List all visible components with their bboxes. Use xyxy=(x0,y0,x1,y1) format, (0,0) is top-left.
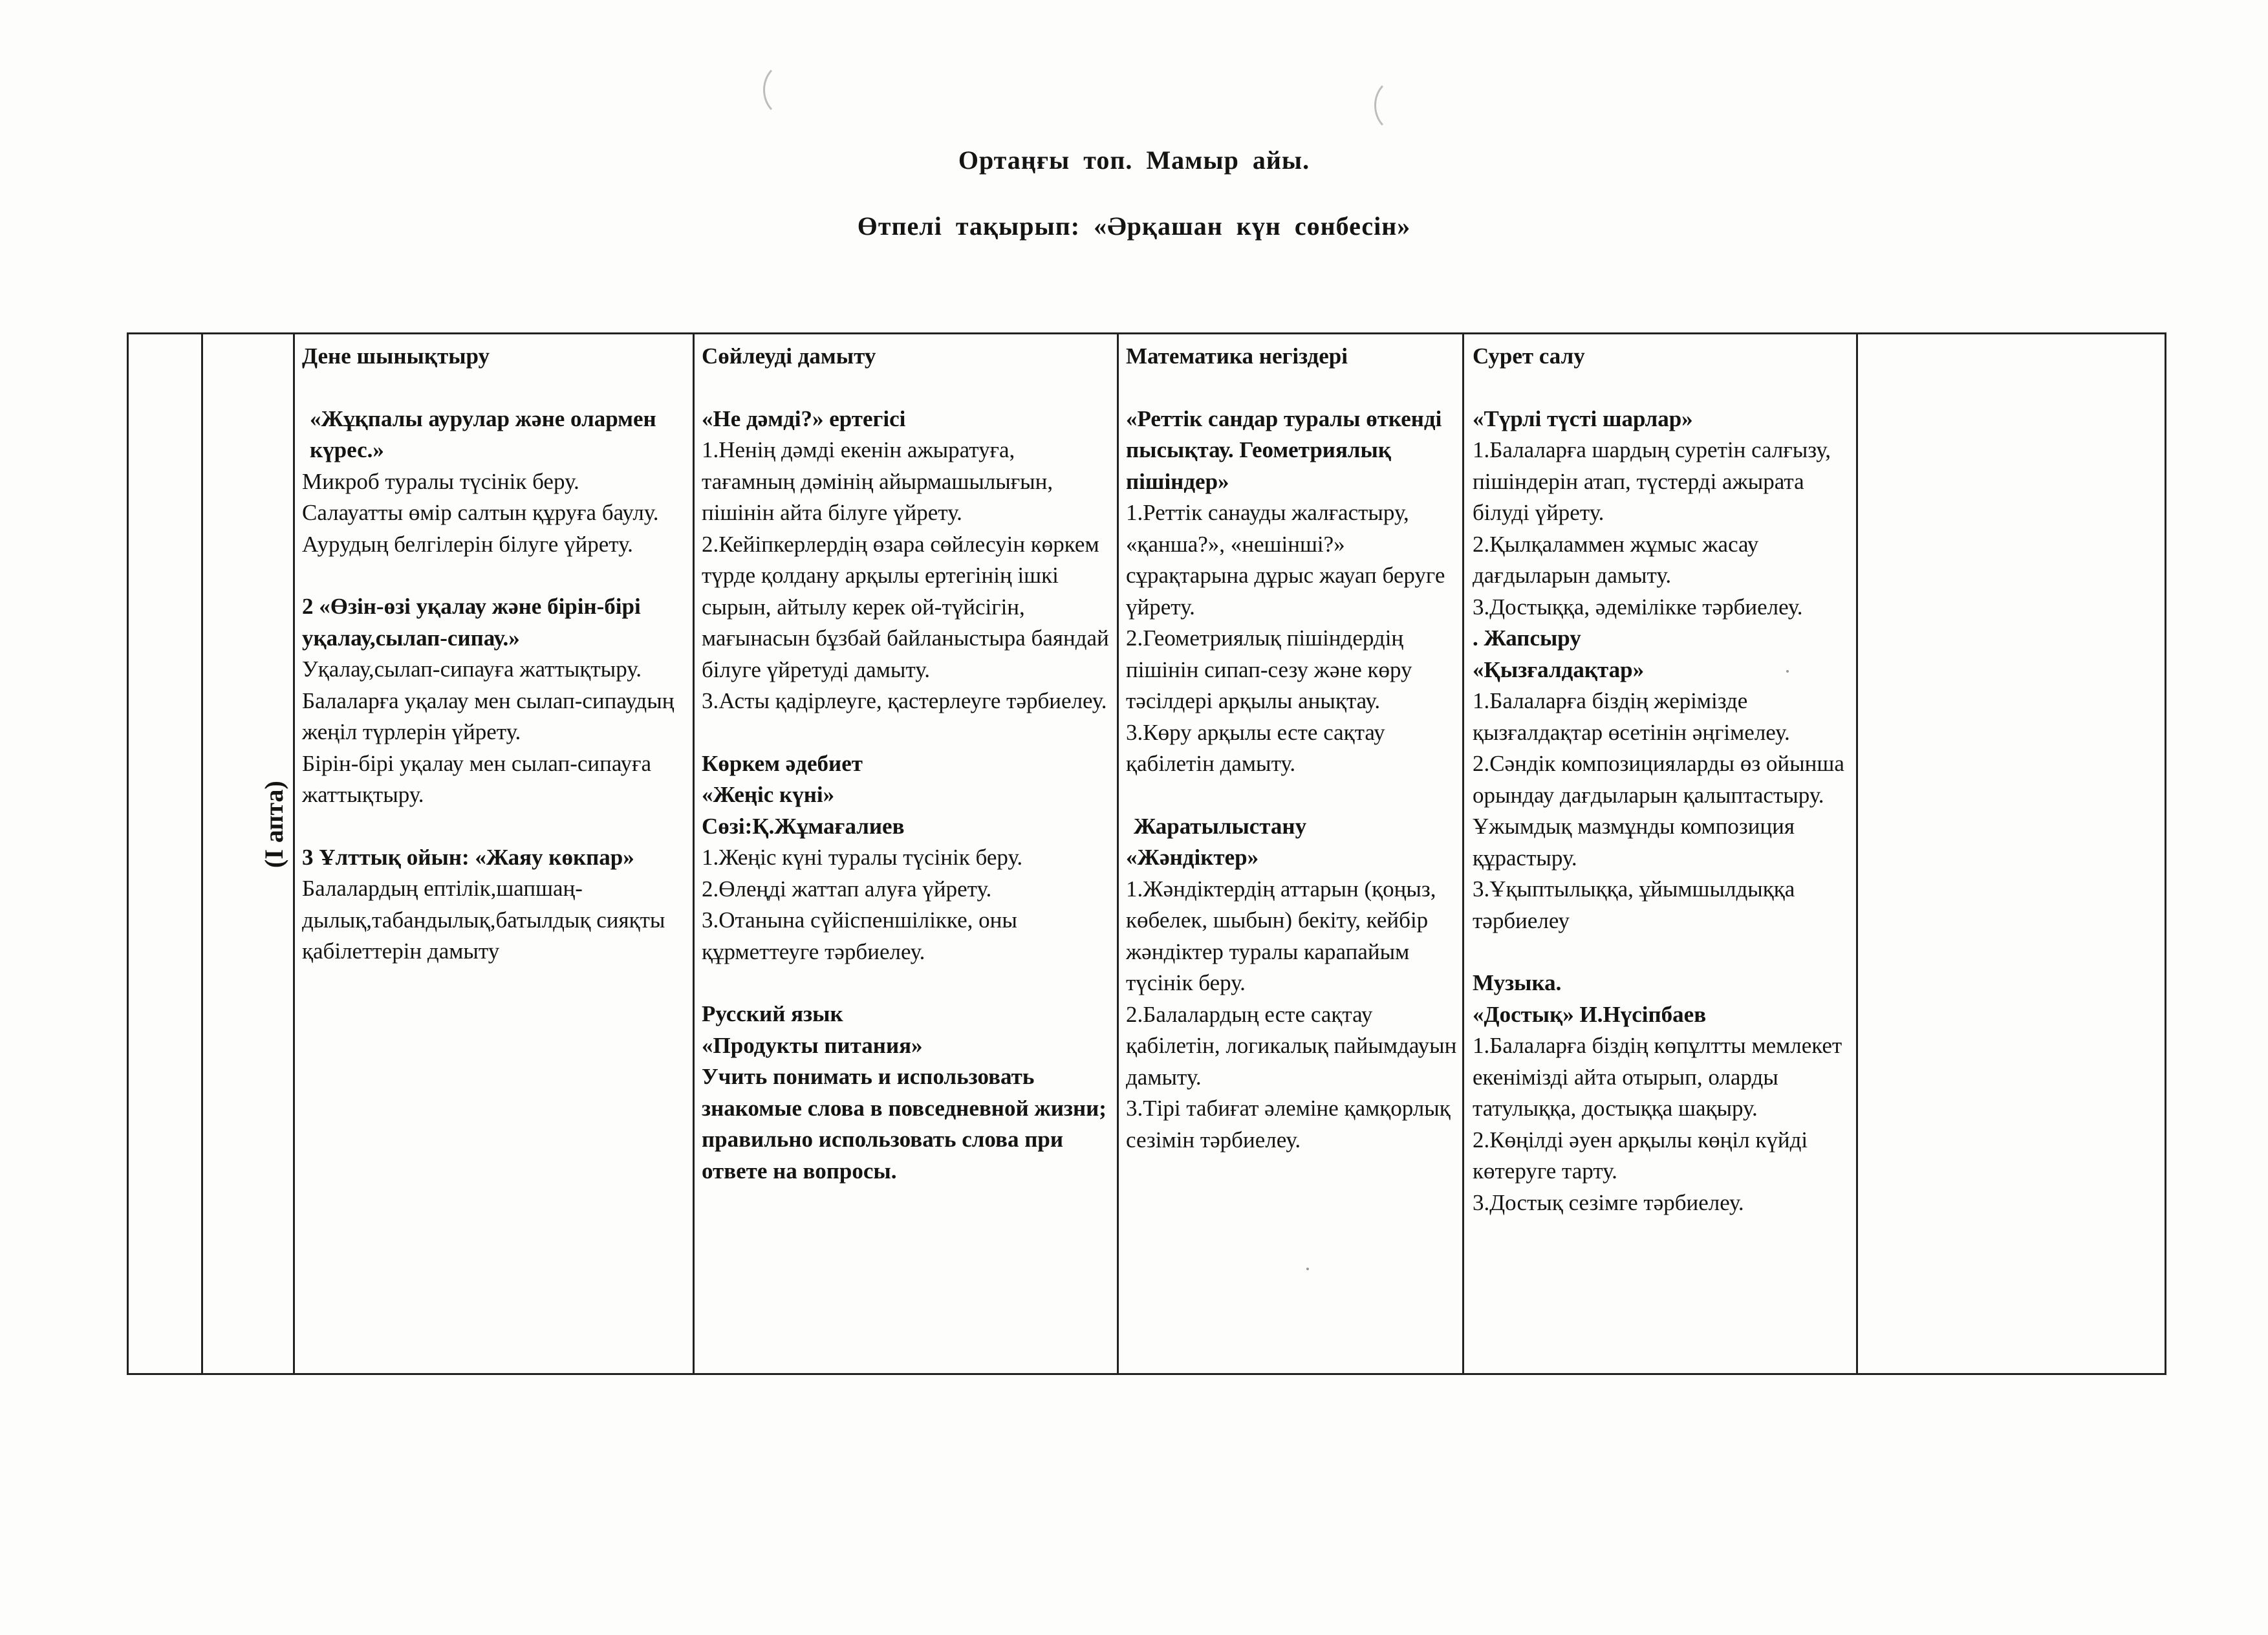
text-line: 2.Өлеңді жаттап алуға үйрету. xyxy=(702,876,992,902)
col-divider xyxy=(693,334,695,1373)
cell-speech xyxy=(702,341,1113,1187)
week-label: (I апта) xyxy=(259,781,288,868)
topic-title: «Түрлі түсті шарлар» xyxy=(1473,406,1693,431)
text-block: Учить понимать и использовать знакомые слова в повседневной жизни; правильно использовать слова при ответе на вопросы. xyxy=(702,1064,1107,1184)
text-line: 3.Тірі табиғат әлеміне қамқорлық сезімін тәрбиелеу. xyxy=(1126,1096,1451,1153)
col-divider xyxy=(201,334,203,1373)
page-subtitle: Өтпелі тақырып: «Әрқашан күн сөнбесін» xyxy=(857,211,1411,241)
text-line: 1.Реттік санауды жалғастыру, «қанша?», «нешінші?» сұрақтарына дұрыс жауап беруге үйрету. xyxy=(1126,500,1445,620)
text-line: Салауатты өмір салтын құруға баулу. xyxy=(302,500,659,525)
text-line: Микроб туралы түсінік беру. xyxy=(302,468,579,494)
topic-title: «Жеңіс күні» xyxy=(702,782,835,807)
subject-title: Сурет салу xyxy=(1473,343,1585,369)
text-line: 3.Отанына сүйіспеншілікке, оны құрметтеуге тәрбиелеу. xyxy=(702,907,1017,964)
author-line: Сөзі:Қ.Жұмағалиев xyxy=(702,813,905,839)
text-line: 2.Кейіпкерлердің өзара сөйлесуін көркем түрде қолдану арқылы ертегінің ішкі сырын, айтылу керек ой-түйсігін, мағынасын бұзбай байланыстыра баяндай білуге үйретуді дамыту. xyxy=(702,531,1109,682)
topic-title: «Қызғалдақтар» xyxy=(1473,656,1645,682)
scan-speck xyxy=(1786,670,1789,673)
subject-title: Музыка. xyxy=(1473,970,1562,995)
subject-title: Дене шынықтыру xyxy=(302,343,490,369)
topic-title: «Достық» И.Нүсіпбаев xyxy=(1473,1001,1707,1027)
text-line: Уқалау,сылап-сипауға жаттықтыру. xyxy=(302,656,642,682)
text-line: 1.Жеңіс күні туралы түсінік беру. xyxy=(702,845,1023,870)
subject-title: Жаратылыстану xyxy=(1134,813,1307,839)
text-line: 3.Көру арқылы есте сақтау қабілетін дамыту. xyxy=(1126,719,1385,776)
col-divider xyxy=(1117,334,1119,1373)
col-divider xyxy=(1462,334,1464,1373)
text-line: Бірін-бірі уқалау мен сылап-сипауға жаттықтыру. xyxy=(302,750,652,807)
topic-title: «Не дәмді?» ертегісі xyxy=(702,406,906,431)
text-line: 2.Балалардың есте сақтау қабілетін, логикалық пайымдауын дамыту. xyxy=(1126,1001,1457,1090)
subject-title: Көркем әдебиет xyxy=(702,750,863,776)
topic-title: «Жәндіктер» xyxy=(1126,845,1259,870)
text-line: 3.Ұқыптылыққа, ұйымшылдыққа тәрбиелеу xyxy=(1473,876,1795,933)
topic-title: 2 «Өзін-өзі уқалау және бірін-бірі уқалау,сылап-сипау.» xyxy=(302,594,641,651)
text-line: Балалардың ептілік,шапшаң-дылық,табандылық,батылдық сияқты қабілеттерін дамыту xyxy=(302,876,665,964)
subject-title: . Жапсыру xyxy=(1473,625,1581,651)
topic-title: «Реттік сандар туралы өткенді пысықтау. Геометриялық пішіндер» xyxy=(1126,406,1442,494)
cell-art xyxy=(1473,341,1854,1218)
page-title: Ортаңғы топ. Мамыр айы. xyxy=(958,146,1310,175)
cell-phys xyxy=(302,341,687,968)
col-divider xyxy=(293,334,295,1373)
text-line: 3.Достыққа, әдемілікке тәрбиелеу. xyxy=(1473,594,1803,620)
scan-mark-right xyxy=(1374,78,1423,133)
text-line: 1.Балаларға біздің көпұлтты мемлекет екенімізді айта отырып, оларды татулыққа, достыққа шақыру. xyxy=(1473,1033,1842,1121)
text-line: 1.Ненің дәмді екенін ажыратуға, тағамның дәмінің айырмашылығын, пішінін айта білуге үйрету. xyxy=(702,437,1053,525)
text-line: 3.Достық сезімге тәрбиелеу. xyxy=(1473,1189,1744,1215)
subject-title: Сөйлеуді дамыту xyxy=(702,343,876,369)
scan-mark-left xyxy=(763,62,812,118)
text-line: 3.Асты қадірлеуге, қастерлеуге тәрбиелеу. xyxy=(702,688,1107,713)
topic-title: 3 Ұлттық ойын: «Жаяу көкпар» xyxy=(302,844,634,870)
text-line: Аурудың белгілерін білуге үйрету. xyxy=(302,531,633,557)
text-line: 2.Сәндік композицияларды өз ойынша орындау дағдыларын қалыптастыру. Ұжымдық мазмұнды композиция құрастыру. xyxy=(1473,751,1844,871)
text-line: 2.Геометриялық пішіндердің пішінін сипап-сезу және көру тәсілдері арқылы анықтау. xyxy=(1126,625,1412,713)
subject-title: Математика негіздері xyxy=(1126,343,1348,369)
text-line: 1.Балаларға шардың суретін салғызу, пішіндерін атап, түстерді ажырата білуді үйрету. xyxy=(1473,437,1831,525)
topic-title: «Продукты питания» xyxy=(702,1032,923,1058)
text-line: 2.Көңілді әуен арқылы көңіл күйді көтеруге тарту. xyxy=(1473,1127,1808,1184)
plan-table xyxy=(127,332,2166,1375)
col-divider xyxy=(1856,334,1858,1373)
scan-speck xyxy=(1306,1268,1309,1270)
text-line: 2.Қылқаламмен жұмыс жасау дағдыларын дамыту. xyxy=(1473,531,1759,588)
topic-title: «Жұқпалы аурулар және олармен күрес.» xyxy=(310,406,656,462)
subject-title: Русский язык xyxy=(702,1001,843,1026)
text-line: 1.Балаларға біздің жерімізде қызғалдақтар өсетінін әңгімелеу. xyxy=(1473,688,1790,745)
text-line: 1.Жәндіктердің аттарын (қоңыз, көбелек, шыбын) бекіту, кейбір жәндіктер туралы карапайым түсінік беру. xyxy=(1126,876,1436,995)
text-line: Балаларға уқалау мен сылап-сипаудың жеңіл түрлерін үйрету. xyxy=(302,688,675,744)
cell-math xyxy=(1126,341,1460,1156)
